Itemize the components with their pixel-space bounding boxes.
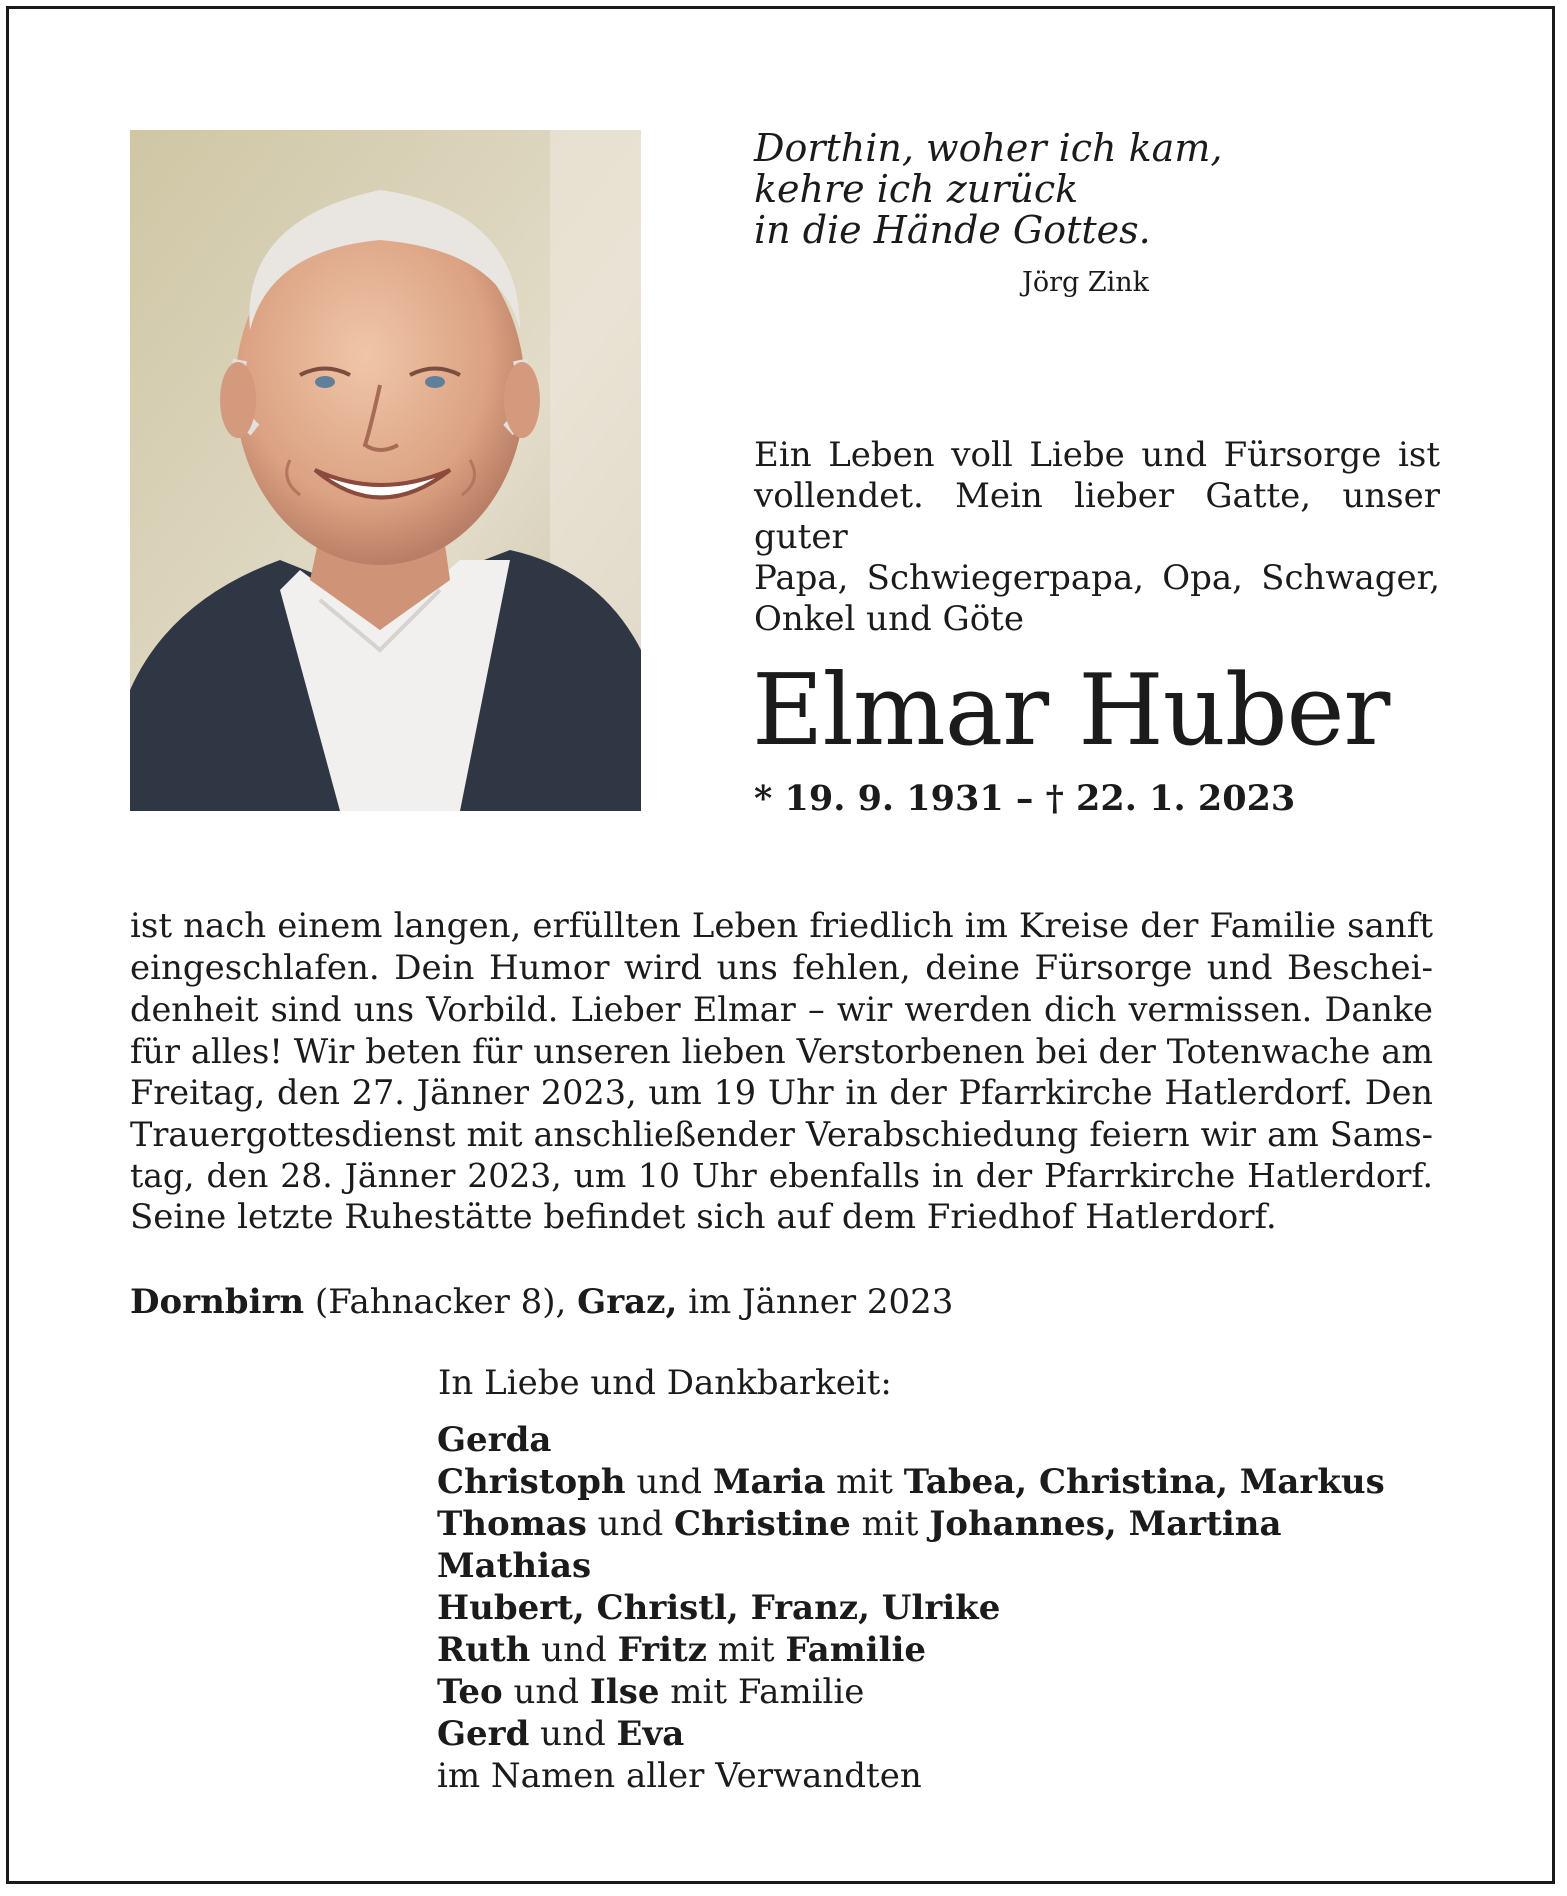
body-line: ist nach einem langen, erfüllten Leben friedlich im Kreise der Familie sanft — [130, 906, 1433, 946]
relative-name: Ilse — [589, 1672, 660, 1712]
greeting: In Liebe und Dankbarkeit: — [438, 1363, 892, 1403]
relative-name: Gerd — [437, 1714, 530, 1754]
life-dates: * 19. 9. 1931 – † 22. 1. 2023 — [754, 778, 1296, 819]
relative-name: Eva — [616, 1714, 685, 1754]
conjunction: und — [586, 1504, 675, 1544]
conjunction: mit Familie — [659, 1672, 865, 1712]
body-line: denheit sind uns Vorbild. Lieber Elmar – wir werden dich vermissen. Danke — [130, 990, 1433, 1029]
place-city: Graz, — [577, 1282, 678, 1322]
conjunction: mit — [850, 1504, 930, 1544]
body-line: für alles! Wir beten für unseren lieben Verstorbenen bei der Totenwache am — [130, 1031, 1433, 1071]
relative-name: Tabea, Christina, Markus — [903, 1462, 1385, 1502]
body-text — [130, 906, 1433, 1238]
place-line — [130, 1282, 953, 1323]
relative-name: Familie — [785, 1630, 927, 1670]
portrait-photo — [130, 130, 641, 811]
place-city: Dornbirn — [130, 1282, 305, 1322]
body-line: tag, den 28. Jänner 2023, um 10 Uhr ebenfalls in der Pfarrkirche Hatlerdorf. — [130, 1156, 1433, 1195]
closing-line: im Namen aller Verwandten — [437, 1756, 922, 1796]
relative-name: Johannes, Martina — [929, 1504, 1282, 1544]
quote-author: Jörg Zink — [1022, 267, 1149, 298]
body-line: Freitag, den 27. Jänner 2023, um 19 Uhr in der Pfarrkirche Hatlerdorf. Den — [130, 1073, 1433, 1112]
conjunction: mit — [825, 1462, 904, 1502]
relative-name: Christoph — [437, 1462, 626, 1502]
quote-line: Dorthin, woher ich kam, — [754, 126, 1223, 170]
relative-name: Mathias — [437, 1546, 592, 1586]
relative-name: Hubert, Christl, Franz, Ulrike — [437, 1588, 1001, 1628]
conjunction: und — [529, 1714, 617, 1754]
conjunction: mit — [706, 1630, 786, 1670]
deceased-name: Elmar Huber — [752, 654, 1390, 768]
relative-name: Ruth — [437, 1630, 531, 1670]
relative-name: Thomas — [437, 1504, 587, 1544]
intro-line: Papa, Schwiegerpapa, Opa, Schwager, — [754, 558, 1440, 598]
quote-line: kehre ich zurück — [754, 167, 1079, 211]
relative-name: Teo — [437, 1672, 503, 1712]
conjunction: und — [530, 1630, 618, 1670]
intro-line: Ein Leben voll Liebe und Fürsorge ist — [754, 435, 1440, 475]
place-address: (Fahnacker 8), — [304, 1282, 578, 1322]
relative-name: Christine — [674, 1504, 851, 1544]
portrait-photo-icon — [130, 130, 641, 811]
intro-line: Onkel und Göte — [754, 599, 1024, 639]
quote-line: in die Hände Gottes. — [754, 208, 1151, 252]
intro-text — [754, 435, 1440, 640]
body-line: Trauergottesdienst mit anschließender Verabschiedung feiern wir am Sams- — [130, 1114, 1433, 1154]
body-line: eingeschlafen. Dein Humor wird uns fehlen, deine Fürsorge und Beschei- — [130, 947, 1433, 988]
conjunction: und — [625, 1462, 713, 1502]
body-line: Seine letzte Ruhestätte befindet sich auf dem Friedhof Hatlerdorf. — [130, 1196, 1277, 1237]
relative-name: Fritz — [617, 1630, 707, 1670]
relative-name: Gerda — [437, 1420, 552, 1460]
intro-line: vollendet. Mein lieber Gatte, unser guter — [754, 476, 1440, 557]
place-date: im Jänner 2023 — [677, 1282, 954, 1322]
conjunction: und — [502, 1672, 590, 1712]
relative-name: Maria — [712, 1462, 826, 1502]
poem-quote — [754, 128, 1222, 251]
